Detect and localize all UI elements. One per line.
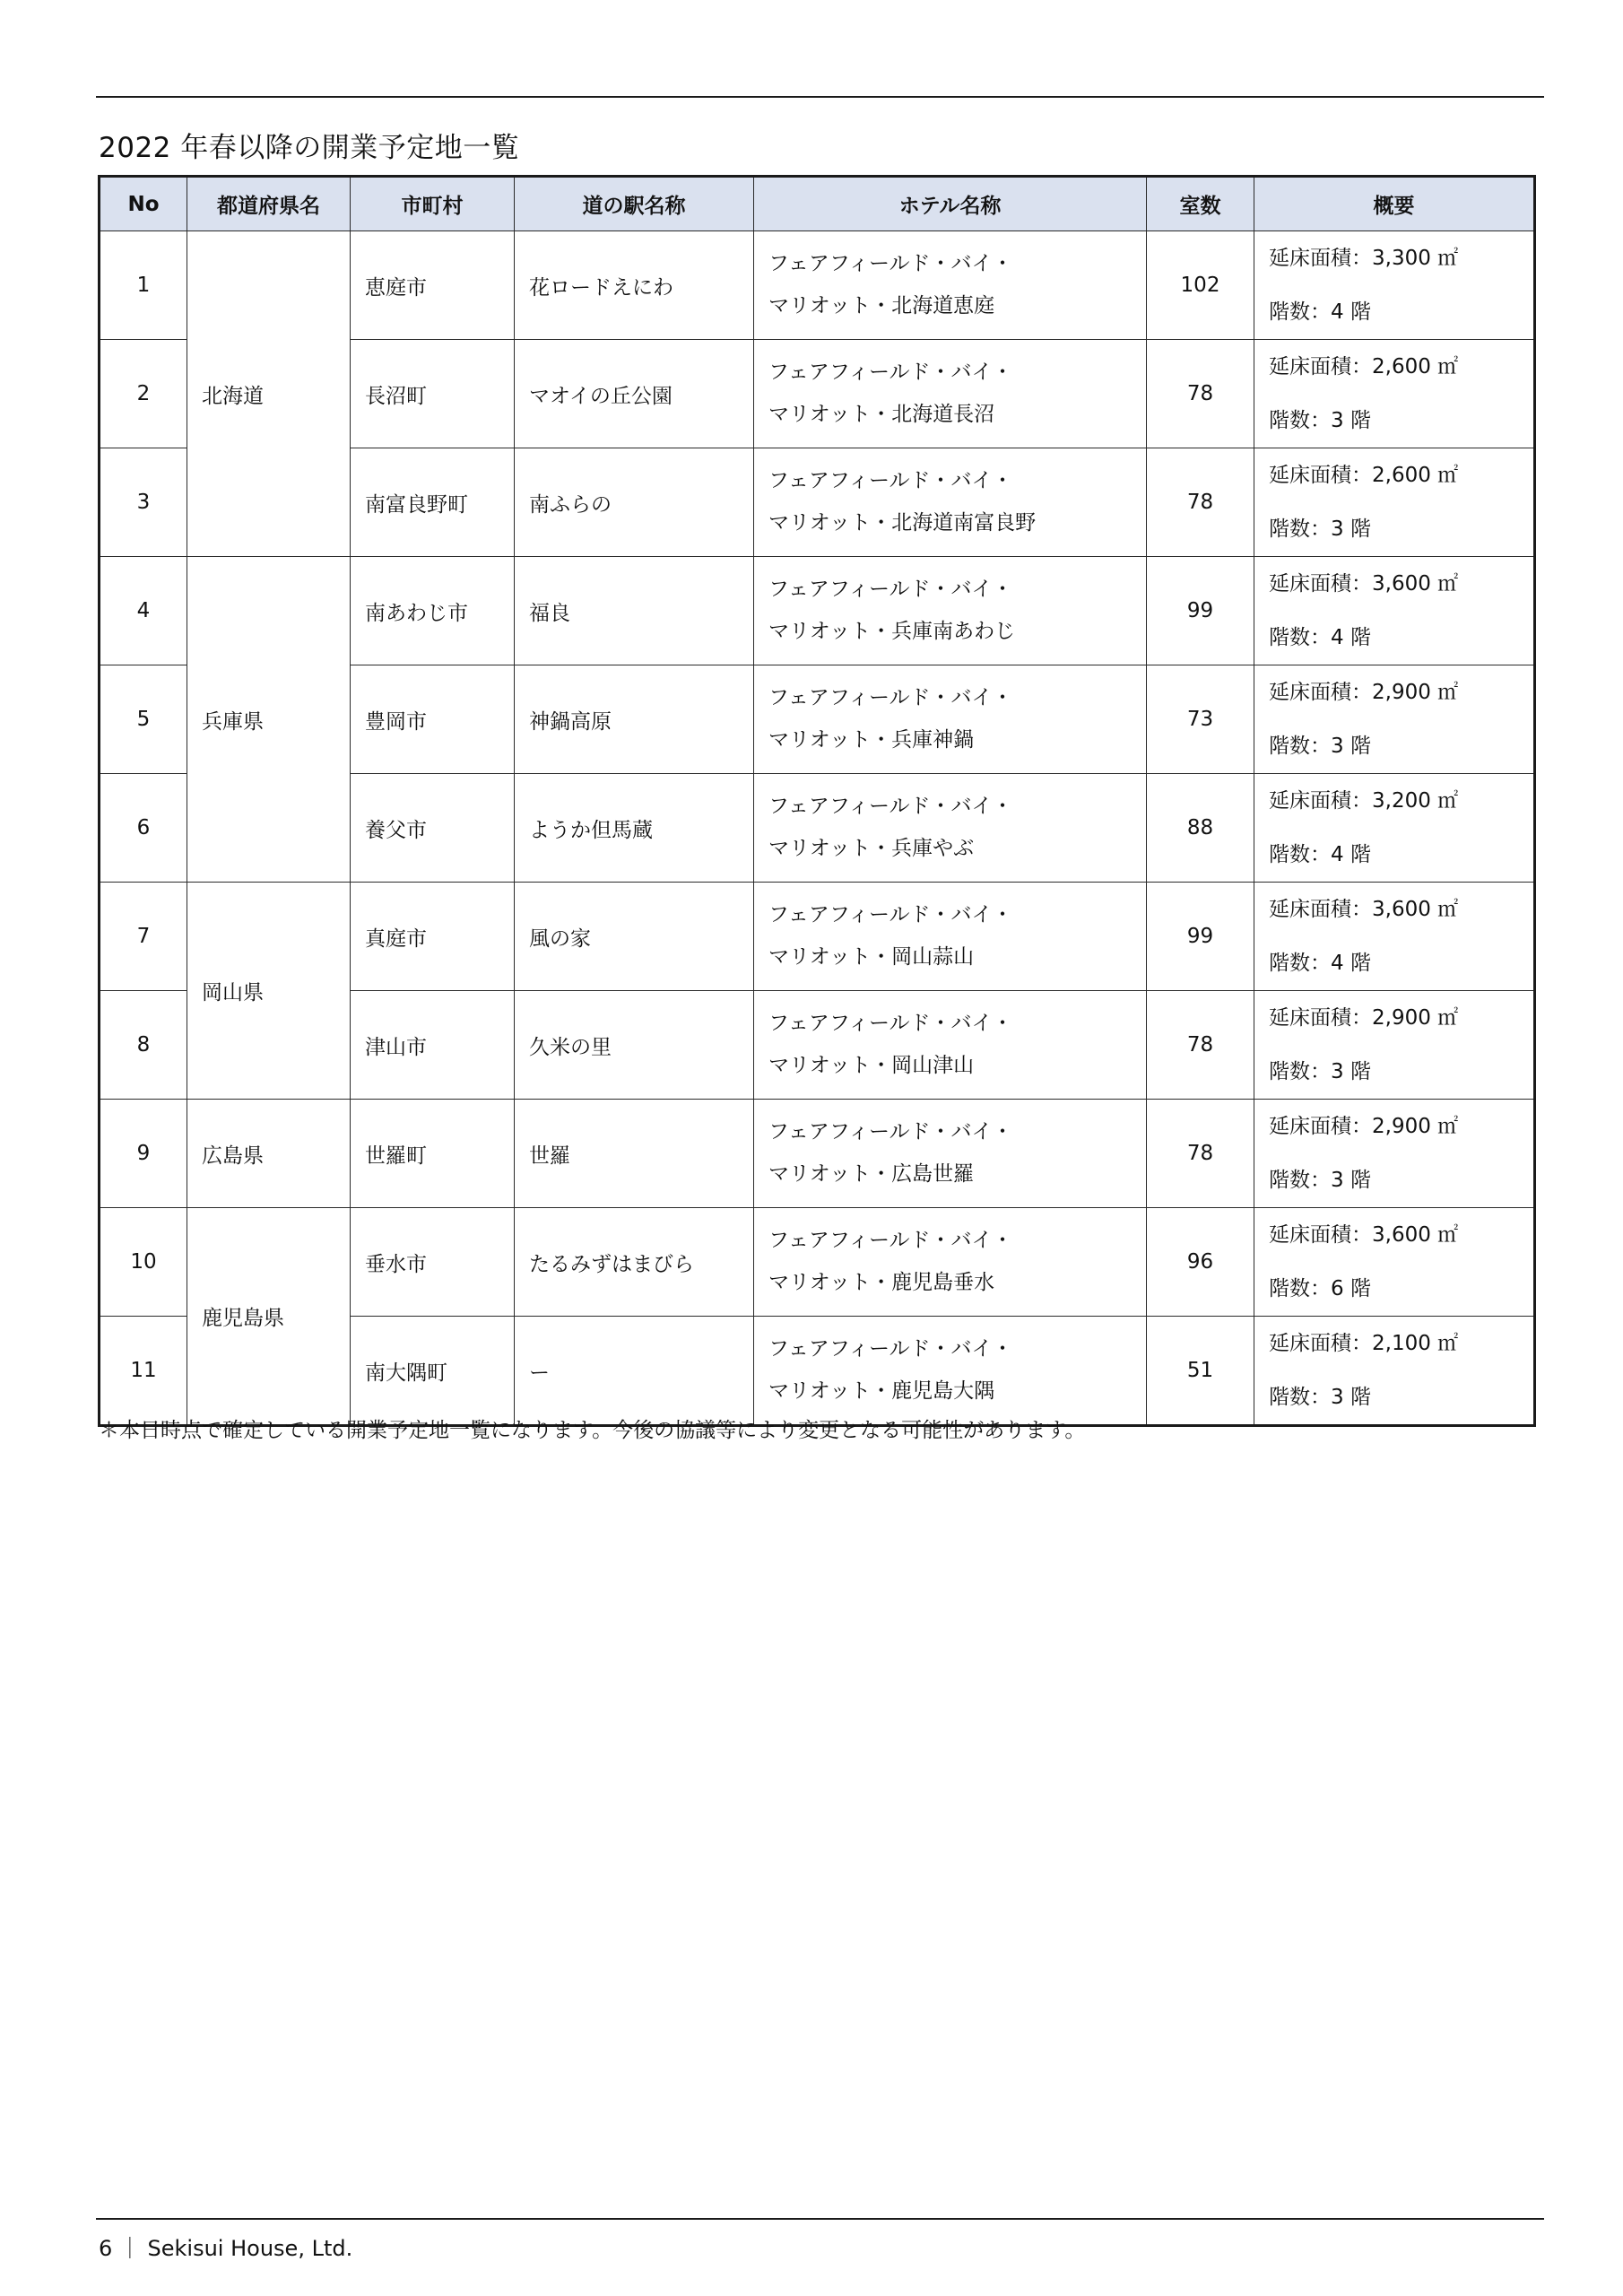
hotel-name-cell bbox=[754, 883, 1147, 991]
hotel-name-line-2: マリオット・鹿児島大隅 bbox=[768, 1379, 995, 1403]
hotel-name-cell bbox=[754, 774, 1147, 883]
hotel-name-cell bbox=[754, 665, 1147, 774]
floor-area: 延床面積：2,600 ㎡ bbox=[1269, 464, 1459, 487]
page-footer: 6 ｜ Sekisui House, Ltd. bbox=[99, 2236, 353, 2261]
hotel-name-line-1: フェアフィールド・バイ・ bbox=[768, 252, 1013, 275]
rooms-cell: 78 bbox=[1147, 448, 1254, 557]
hotel-name-line-1: フェアフィールド・バイ・ bbox=[768, 1337, 1013, 1361]
municipality-cell: 養父市 bbox=[351, 774, 515, 883]
municipality-cell: 世羅町 bbox=[351, 1100, 515, 1208]
municipality-cell: 南あわじ市 bbox=[351, 557, 515, 665]
row-number: 7 bbox=[100, 883, 187, 991]
floor-count: 階数：3 階 bbox=[1269, 409, 1371, 432]
rooms-cell: 78 bbox=[1147, 340, 1254, 448]
outline-cell bbox=[1254, 557, 1535, 665]
floor-area: 延床面積：2,600 ㎡ bbox=[1269, 355, 1459, 378]
hotel-name-line-2: マリオット・広島世羅 bbox=[768, 1162, 975, 1186]
station-cell: マオイの丘公園 bbox=[515, 340, 754, 448]
prefecture-cell: 北海道 bbox=[187, 231, 351, 557]
station-cell: 久米の里 bbox=[515, 991, 754, 1100]
hotel-name-line-2: マリオット・兵庫南あわじ bbox=[768, 620, 1016, 643]
row-number: 9 bbox=[100, 1100, 187, 1208]
floor-area: 延床面積：3,600 ㎡ bbox=[1269, 572, 1459, 596]
rooms-cell: 99 bbox=[1147, 557, 1254, 665]
station-cell: たるみずはまびら bbox=[515, 1208, 754, 1317]
floor-area: 延床面積：3,600 ㎡ bbox=[1269, 898, 1459, 921]
hotel-name-line-2: マリオット・北海道恵庭 bbox=[768, 294, 995, 317]
prefecture-cell: 兵庫県 bbox=[187, 557, 351, 883]
hotel-name-line-2: マリオット・北海道長沼 bbox=[768, 403, 995, 426]
header-rooms: 室数 bbox=[1147, 177, 1254, 231]
row-number: 6 bbox=[100, 774, 187, 883]
prefecture-cell: 広島県 bbox=[187, 1100, 351, 1208]
header-outline: 概要 bbox=[1254, 177, 1535, 231]
row-number: 5 bbox=[100, 665, 187, 774]
table-row bbox=[100, 883, 1535, 991]
hotel-name-cell bbox=[754, 1100, 1147, 1208]
row-number: 11 bbox=[100, 1317, 187, 1426]
floor-count: 階数：3 階 bbox=[1269, 1169, 1371, 1192]
outline-cell bbox=[1254, 991, 1535, 1100]
outline-cell bbox=[1254, 1317, 1535, 1426]
floor-count: 階数：3 階 bbox=[1269, 1386, 1371, 1409]
floor-count: 階数：6 階 bbox=[1269, 1277, 1371, 1300]
row-number: 10 bbox=[100, 1208, 187, 1317]
outline-cell bbox=[1254, 231, 1535, 340]
municipality-cell: 豊岡市 bbox=[351, 665, 515, 774]
floor-area: 延床面積：2,900 ㎡ bbox=[1269, 681, 1459, 704]
hotel-name-cell bbox=[754, 557, 1147, 665]
municipality-cell: 南富良野町 bbox=[351, 448, 515, 557]
row-number: 3 bbox=[100, 448, 187, 557]
floor-count: 階数：3 階 bbox=[1269, 735, 1371, 758]
hotel-name-line-2: マリオット・岡山津山 bbox=[768, 1054, 975, 1077]
table-row bbox=[100, 1100, 1535, 1208]
table-row bbox=[100, 557, 1535, 665]
floor-count: 階数：3 階 bbox=[1269, 517, 1371, 541]
rooms-cell: 88 bbox=[1147, 774, 1254, 883]
page-heading: 2022 年春以降の開業予定地一覧 bbox=[99, 132, 520, 164]
outline-cell bbox=[1254, 883, 1535, 991]
floor-area: 延床面積：2,900 ㎡ bbox=[1269, 1006, 1459, 1030]
municipality-cell: 津山市 bbox=[351, 991, 515, 1100]
rooms-cell: 96 bbox=[1147, 1208, 1254, 1317]
header-no: No bbox=[100, 177, 187, 231]
floor-area: 延床面積：3,300 ㎡ bbox=[1269, 247, 1459, 270]
top-rule bbox=[96, 96, 1544, 98]
bottom-rule bbox=[96, 2218, 1544, 2220]
hotel-name-cell bbox=[754, 340, 1147, 448]
station-cell: 福良 bbox=[515, 557, 754, 665]
hotel-name-line-1: フェアフィールド・バイ・ bbox=[768, 1229, 1013, 1252]
station-cell: 南ふらの bbox=[515, 448, 754, 557]
hotel-name-cell bbox=[754, 1317, 1147, 1426]
header-hotel-name: ホテル名称 bbox=[754, 177, 1147, 231]
table-row bbox=[100, 1208, 1535, 1317]
hotel-name-line-1: フェアフィールド・バイ・ bbox=[768, 361, 1013, 384]
rooms-cell: 73 bbox=[1147, 665, 1254, 774]
municipality-cell: 長沼町 bbox=[351, 340, 515, 448]
hotel-name-line-1: フェアフィールド・バイ・ bbox=[768, 1120, 1013, 1144]
floor-count: 階数：4 階 bbox=[1269, 300, 1371, 324]
outline-cell bbox=[1254, 665, 1535, 774]
header-roadside-station: 道の駅名称 bbox=[515, 177, 754, 231]
hotel-name-line-1: フェアフィールド・バイ・ bbox=[768, 795, 1013, 818]
row-number: 8 bbox=[100, 991, 187, 1100]
floor-area: 延床面積：3,600 ㎡ bbox=[1269, 1223, 1459, 1247]
station-cell: 世羅 bbox=[515, 1100, 754, 1208]
station-cell: ー bbox=[515, 1317, 754, 1426]
opening-sites-table bbox=[98, 175, 1536, 1427]
rooms-cell: 99 bbox=[1147, 883, 1254, 991]
hotel-name-line-2: マリオット・兵庫やぶ bbox=[768, 837, 975, 860]
prefecture-cell: 鹿児島県 bbox=[187, 1208, 351, 1426]
hotel-name-line-2: マリオット・北海道南富良野 bbox=[768, 511, 1037, 535]
row-number: 1 bbox=[100, 231, 187, 340]
municipality-cell: 垂水市 bbox=[351, 1208, 515, 1317]
table-row bbox=[100, 231, 1535, 340]
outline-cell bbox=[1254, 448, 1535, 557]
hotel-name-line-1: フェアフィールド・バイ・ bbox=[768, 1012, 1013, 1035]
header-municipality: 市町村 bbox=[351, 177, 515, 231]
rooms-cell: 51 bbox=[1147, 1317, 1254, 1426]
outline-cell bbox=[1254, 1100, 1535, 1208]
municipality-cell: 南大隅町 bbox=[351, 1317, 515, 1426]
station-cell: 神鍋高原 bbox=[515, 665, 754, 774]
hotel-name-cell bbox=[754, 1208, 1147, 1317]
outline-cell bbox=[1254, 1208, 1535, 1317]
rooms-cell: 78 bbox=[1147, 991, 1254, 1100]
floor-count: 階数：4 階 bbox=[1269, 626, 1371, 649]
hotel-name-line-1: フェアフィールド・バイ・ bbox=[768, 469, 1013, 492]
floor-area: 延床面積：3,200 ㎡ bbox=[1269, 789, 1459, 813]
hotel-name-line-1: フェアフィールド・バイ・ bbox=[768, 903, 1013, 926]
hotel-name-line-2: マリオット・兵庫神鍋 bbox=[768, 728, 975, 752]
floor-count: 階数：4 階 bbox=[1269, 952, 1371, 975]
hotel-name-cell bbox=[754, 231, 1147, 340]
hotel-name-cell bbox=[754, 991, 1147, 1100]
row-number: 4 bbox=[100, 557, 187, 665]
hotel-name-line-2: マリオット・岡山蒜山 bbox=[768, 945, 975, 969]
floor-area: 延床面積：2,100 ㎡ bbox=[1269, 1332, 1459, 1355]
outline-cell bbox=[1254, 774, 1535, 883]
floor-area: 延床面積：2,900 ㎡ bbox=[1269, 1115, 1459, 1138]
hotel-name-line-1: フェアフィールド・バイ・ bbox=[768, 686, 1013, 709]
header-prefecture: 都道府県名 bbox=[187, 177, 351, 231]
hotel-name-cell bbox=[754, 448, 1147, 557]
municipality-cell: 真庭市 bbox=[351, 883, 515, 991]
footnote: ＊本日時点で確定している開業予定地一覧になります。今後の協議等により変更となる可能性があります。 bbox=[99, 1419, 1086, 1442]
prefecture-cell: 岡山県 bbox=[187, 883, 351, 1100]
floor-count: 階数：4 階 bbox=[1269, 843, 1371, 866]
station-cell: 風の家 bbox=[515, 883, 754, 991]
row-number: 2 bbox=[100, 340, 187, 448]
table-header-row bbox=[100, 177, 1535, 231]
hotel-name-line-1: フェアフィールド・バイ・ bbox=[768, 578, 1013, 601]
rooms-cell: 78 bbox=[1147, 1100, 1254, 1208]
station-cell: 花ロードえにわ bbox=[515, 231, 754, 340]
floor-count: 階数：3 階 bbox=[1269, 1060, 1371, 1083]
outline-cell bbox=[1254, 340, 1535, 448]
hotel-name-line-2: マリオット・鹿児島垂水 bbox=[768, 1271, 995, 1294]
municipality-cell: 恵庭市 bbox=[351, 231, 515, 340]
rooms-cell: 102 bbox=[1147, 231, 1254, 340]
station-cell: ようか但馬蔵 bbox=[515, 774, 754, 883]
